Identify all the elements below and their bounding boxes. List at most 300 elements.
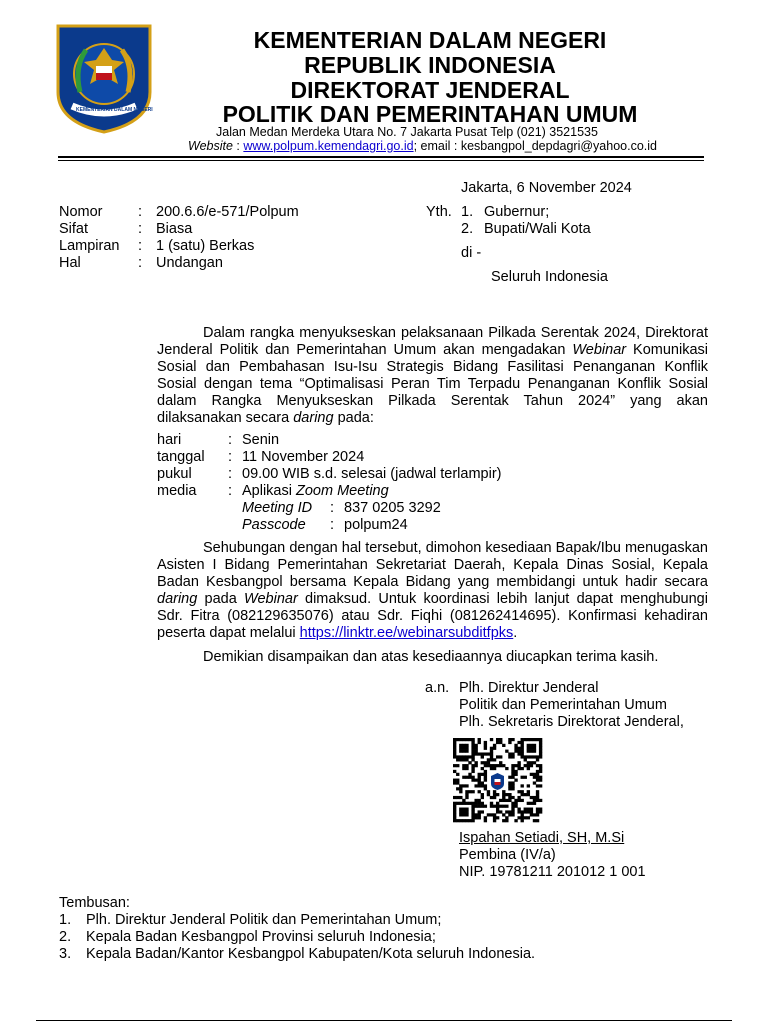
meta-row	[59, 221, 299, 238]
qr-module	[502, 744, 505, 747]
qr-module	[474, 784, 477, 787]
qr-module	[511, 796, 514, 799]
qr-module	[453, 750, 456, 753]
schedule-value: Senin	[242, 432, 280, 448]
qr-module	[533, 796, 536, 799]
meta-row	[59, 255, 299, 272]
qr-module	[539, 799, 542, 802]
qr-module	[478, 813, 481, 816]
qr-module	[527, 793, 530, 796]
qr-module	[462, 750, 465, 753]
signature-qr-code	[453, 738, 542, 822]
logo-text: KEMENTERIAN DALAM NEGERI	[76, 107, 153, 113]
meta-colon: :	[138, 221, 143, 237]
qr-module	[508, 793, 511, 796]
qr-module	[484, 741, 487, 744]
meeting-id-colon: :	[330, 500, 335, 516]
qr-module	[517, 799, 520, 802]
qr-module	[462, 738, 465, 741]
qr-module	[524, 764, 527, 767]
qr-module	[474, 802, 477, 805]
qr-module	[471, 752, 474, 755]
qr-module	[490, 813, 493, 816]
meta-colon: :	[138, 238, 143, 254]
qr-module	[511, 755, 514, 758]
qr-module	[465, 755, 468, 758]
qr-module	[514, 750, 517, 753]
qr-module	[536, 764, 539, 767]
qr-module	[465, 784, 468, 787]
qr-module	[536, 770, 539, 773]
qr-module	[487, 813, 490, 816]
body-paragraph-1	[157, 325, 708, 427]
qr-module	[468, 790, 471, 793]
qr-module	[493, 747, 496, 750]
qr-module	[471, 750, 474, 753]
qr-module	[511, 784, 514, 787]
signature-an: a.n.	[425, 680, 450, 696]
qr-module	[539, 808, 542, 811]
qr-module	[521, 816, 524, 819]
qr-module	[533, 755, 536, 758]
schedule-label: tanggal	[157, 449, 205, 465]
qr-center-emblem	[489, 772, 506, 790]
qr-module	[481, 755, 484, 758]
qr-module	[462, 799, 465, 802]
qr-module	[508, 741, 511, 744]
paragraph-text: Sehubungan dengan hal tersebut, dimohon kesediaan Bapak/Ibu menugaskan Asisten I Bidang Pemerintahan Sekretariat Daerah, Kepala Dinas Sosial, Kepala Badan Kesbangpol bersama Kepala Bidang yang membidangi untuk hadir secara	[157, 540, 708, 590]
qr-module	[505, 793, 508, 796]
qr-module	[465, 758, 468, 761]
qr-module	[514, 773, 517, 776]
qr-module	[490, 805, 493, 808]
qr-module	[530, 802, 533, 805]
qr-module	[517, 790, 520, 793]
qr-module	[465, 819, 468, 822]
qr-module	[521, 813, 524, 816]
qr-module	[474, 805, 477, 808]
meeting-id-value: 837 0205 3292	[344, 500, 441, 516]
qr-module	[456, 787, 459, 790]
qr-module	[459, 802, 462, 805]
qr-module	[487, 764, 490, 767]
qr-module	[481, 773, 484, 776]
qr-module	[465, 750, 468, 753]
qr-module	[478, 773, 481, 776]
qr-module	[465, 802, 468, 805]
qr-module	[505, 819, 508, 822]
qr-module	[511, 770, 514, 773]
qr-module	[517, 810, 520, 813]
qr-module	[478, 802, 481, 805]
qr-module	[478, 738, 481, 741]
qr-module	[462, 819, 465, 822]
meta-colon: :	[138, 255, 143, 271]
meta-label: Sifat	[59, 221, 89, 237]
qr-module	[490, 764, 493, 767]
qr-module	[493, 819, 496, 822]
qr-module	[456, 755, 459, 758]
qr-module	[465, 764, 468, 767]
qr-module	[496, 810, 499, 813]
letterhead-line2: REPUBLIK INDONESIA	[304, 52, 556, 78]
website-sep: :	[232, 139, 244, 153]
qr-module	[478, 816, 481, 819]
paragraph-text: dimaksud. Untuk koordinasi lebih lanjut dapat menghubungi Sdr. Fitra (082129635076) atau Sdr. Fiqhi (081262414695). Konfirmasi kehadiran peserta dapat melalui	[157, 591, 708, 641]
qr-module	[478, 784, 481, 787]
qr-module	[465, 813, 468, 816]
schedule-colon: :	[228, 449, 233, 465]
qr-module	[474, 799, 477, 802]
qr-module	[499, 761, 502, 764]
signature-line1: Plh. Direktur Jenderal	[459, 680, 599, 696]
website-link[interactable]: www.polpum.kemendagri.go.id	[243, 139, 414, 153]
qr-module	[508, 752, 511, 755]
qr-module	[514, 802, 517, 805]
qr-module	[478, 752, 481, 755]
qr-module	[481, 752, 484, 755]
qr-module	[481, 810, 484, 813]
letterhead-address: Jalan Medan Merdeka Utara No. 7 Jakarta Pusat Telp (021) 3521535	[216, 125, 598, 139]
qr-module	[465, 767, 468, 770]
qr-module	[490, 758, 493, 761]
qr-module	[474, 744, 477, 747]
qr-module	[517, 761, 520, 764]
paragraph-italic: daring	[293, 410, 334, 426]
qr-module	[459, 755, 462, 758]
qr-module	[462, 808, 465, 811]
cc-num: 2.	[59, 929, 72, 945]
qr-module	[521, 741, 524, 744]
cc-text: Plh. Direktur Jenderal Politik dan Pemerintahan Umum;	[86, 912, 442, 928]
qr-module	[471, 741, 474, 744]
letterhead-contact	[188, 139, 657, 154]
qr-module	[474, 761, 477, 764]
qr-module	[471, 755, 474, 758]
qr-module	[474, 816, 477, 819]
qr-module	[536, 758, 539, 761]
qr-module	[524, 758, 527, 761]
qr-module	[521, 776, 524, 779]
qr-module	[490, 796, 493, 799]
qr-module	[459, 744, 462, 747]
cc-item	[59, 946, 535, 963]
letterhead-line4: POLITIK DAN PEMERINTAHAN UMUM	[222, 101, 638, 127]
recipient-text: Bupati/Wali Kota	[484, 221, 591, 237]
qr-module	[490, 738, 493, 741]
qr-module	[493, 796, 496, 799]
qr-module	[462, 776, 465, 779]
paragraph-text: Komunikasi Sosial dan Pembahasan Isu-Isu Strategis Bidang Fasilitasi Penanganan Konflik Sosial dengan tema “Optimalisasi Peran Tim Terpadu Penanganan Konflik Sosial dalam Rangka Menyukseskan Pilkada Serentak Tahun 2024” yang akan dilaksanakan secara	[157, 342, 709, 426]
body-paragraph-2	[157, 540, 708, 642]
qr-module	[481, 781, 484, 784]
qr-module	[484, 764, 487, 767]
meta-value: Biasa	[156, 221, 193, 237]
qr-module	[453, 781, 456, 784]
qr-module	[502, 764, 505, 767]
qr-module	[505, 816, 508, 819]
schedule-value: 11 November 2024	[242, 449, 365, 465]
passcode-colon: :	[330, 517, 335, 533]
recipients-location: Seluruh Indonesia	[491, 269, 608, 285]
meta-label: Hal	[59, 255, 81, 271]
qr-module	[511, 776, 514, 779]
qr-module	[514, 819, 517, 822]
qr-module	[508, 799, 511, 802]
qr-module	[536, 738, 539, 741]
qr-module	[459, 813, 462, 816]
cc-list	[59, 912, 535, 963]
qr-module	[521, 810, 524, 813]
qr-module	[453, 755, 456, 758]
qr-module	[539, 752, 542, 755]
qr-module	[496, 793, 499, 796]
qr-module	[527, 744, 530, 747]
qr-module	[493, 793, 496, 796]
qr-module	[508, 776, 511, 779]
qr-module	[481, 761, 484, 764]
qr-module	[508, 755, 511, 758]
qr-module	[527, 755, 530, 758]
qr-module	[481, 796, 484, 799]
qr-module	[517, 764, 520, 767]
letterhead-divider-thin	[58, 160, 704, 161]
qr-module	[514, 770, 517, 773]
qr-module	[524, 776, 527, 779]
qr-module	[499, 755, 502, 758]
qr-module	[514, 779, 517, 782]
qr-module	[539, 770, 542, 773]
qr-module	[490, 752, 493, 755]
qr-module	[539, 779, 542, 782]
qr-module	[499, 764, 502, 767]
qr-module	[487, 752, 490, 755]
qr-module	[527, 761, 530, 764]
meta-value: Undangan	[156, 255, 223, 271]
qr-module	[493, 758, 496, 761]
qr-module	[471, 805, 474, 808]
qr-module	[527, 764, 530, 767]
qr-module	[514, 799, 517, 802]
qr-module	[527, 816, 530, 819]
qr-module	[514, 805, 517, 808]
paragraph-italic: daring	[157, 591, 198, 607]
signatory-nip: NIP. 19781211 201012 1 001	[459, 864, 646, 880]
qr-module	[465, 738, 468, 741]
qr-module	[484, 787, 487, 790]
qr-module	[536, 790, 539, 793]
qr-module	[474, 813, 477, 816]
qr-module	[539, 741, 542, 744]
qr-module	[465, 793, 468, 796]
qr-module	[471, 816, 474, 819]
recipients-di: di -	[461, 245, 482, 261]
qr-module	[462, 802, 465, 805]
qr-module	[453, 813, 456, 816]
qr-module	[536, 755, 539, 758]
qr-module	[511, 808, 514, 811]
qr-module	[521, 747, 524, 750]
recipient-num: 2.	[461, 221, 474, 237]
qr-module	[521, 755, 524, 758]
qr-module	[471, 764, 474, 767]
qr-module	[508, 738, 511, 741]
qr-module	[481, 767, 484, 770]
qr-module	[474, 779, 477, 782]
qr-module	[459, 747, 462, 750]
qr-module	[456, 802, 459, 805]
qr-module	[490, 767, 493, 770]
qr-module	[533, 773, 536, 776]
qr-module	[468, 755, 471, 758]
cc-item	[59, 912, 535, 929]
qr-module	[524, 816, 527, 819]
footer-divider	[36, 1020, 732, 1021]
qr-module	[468, 773, 471, 776]
qr-module	[505, 810, 508, 813]
schedule-block	[157, 432, 502, 534]
qr-module	[527, 747, 530, 750]
qr-module	[453, 764, 456, 767]
qr-module	[521, 819, 524, 822]
qr-module	[511, 781, 514, 784]
qr-module	[462, 784, 465, 787]
qr-module	[493, 767, 496, 770]
recipient-text: Gubernur;	[484, 204, 550, 220]
qr-module	[505, 805, 508, 808]
letterhead-line3: DIREKTORAT JENDERAL	[290, 77, 570, 103]
qr-module	[533, 802, 536, 805]
qr-module	[459, 810, 462, 813]
qr-module	[511, 738, 514, 741]
qr-module	[465, 810, 468, 813]
qr-module	[459, 819, 462, 822]
qr-module	[511, 813, 514, 816]
qr-module	[533, 738, 536, 741]
meta-row	[59, 238, 299, 255]
qr-module	[465, 808, 468, 811]
qr-module	[465, 747, 468, 750]
qr-module	[459, 758, 462, 761]
qr-module	[499, 738, 502, 741]
qr-module	[511, 767, 514, 770]
qr-module	[539, 744, 542, 747]
qr-module	[530, 796, 533, 799]
registration-link[interactable]: https://linktr.ee/webinarsubditfpks	[299, 625, 514, 641]
qr-module	[527, 810, 530, 813]
qr-module	[514, 764, 517, 767]
qr-module	[511, 810, 514, 813]
qr-module	[533, 813, 536, 816]
meta-label: Nomor	[59, 204, 103, 220]
qr-module	[484, 819, 487, 822]
qr-module	[536, 808, 539, 811]
qr-module	[530, 808, 533, 811]
qr-module	[471, 758, 474, 761]
qr-module	[511, 805, 514, 808]
paragraph-text: pada	[197, 591, 245, 607]
qr-module	[453, 779, 456, 782]
qr-module	[524, 755, 527, 758]
qr-module	[465, 744, 468, 747]
signatory-rank: Pembina (IV/a)	[459, 847, 556, 863]
qr-module	[521, 744, 524, 747]
qr-module	[521, 750, 524, 753]
qr-module	[493, 816, 496, 819]
qr-module	[508, 781, 511, 784]
qr-module	[521, 767, 524, 770]
qr-module	[527, 784, 530, 787]
qr-module	[530, 738, 533, 741]
meta-label: Lampiran	[59, 238, 120, 254]
qr-module	[530, 810, 533, 813]
qr-module	[502, 813, 505, 816]
schedule-colon: :	[228, 483, 233, 499]
qr-module	[539, 776, 542, 779]
qr-module	[496, 738, 499, 741]
qr-module	[468, 819, 471, 822]
paragraph-text: pada:	[333, 410, 374, 426]
qr-module	[530, 750, 533, 753]
qr-module	[453, 802, 456, 805]
qr-module	[453, 810, 456, 813]
qr-module	[462, 747, 465, 750]
qr-module	[530, 813, 533, 816]
qr-module	[527, 767, 530, 770]
passcode-label: Passcode	[242, 517, 306, 533]
qr-module	[453, 752, 456, 755]
qr-module	[527, 738, 530, 741]
paragraph-text: .	[513, 625, 518, 641]
qr-module	[474, 750, 477, 753]
qr-module	[456, 773, 459, 776]
qr-module	[471, 819, 474, 822]
passcode-row	[157, 517, 502, 534]
qr-module	[471, 790, 474, 793]
meta-block	[59, 204, 299, 272]
qr-module	[462, 810, 465, 813]
schedule-row	[157, 449, 502, 466]
qr-module	[517, 767, 520, 770]
qr-module	[453, 770, 456, 773]
schedule-row	[157, 466, 502, 483]
qr-module	[517, 747, 520, 750]
schedule-colon: :	[228, 432, 233, 448]
qr-module	[511, 764, 514, 767]
media-app: Zoom Meeting	[296, 483, 389, 499]
qr-module	[484, 784, 487, 787]
cc-num: 3.	[59, 946, 72, 962]
qr-module	[530, 747, 533, 750]
qr-module	[487, 790, 490, 793]
qr-module	[456, 779, 459, 782]
media-prefix: Aplikasi	[242, 483, 296, 499]
qr-module	[527, 750, 530, 753]
meta-colon: :	[138, 204, 143, 220]
qr-module	[465, 776, 468, 779]
qr-module	[521, 738, 524, 741]
qr-module	[468, 802, 471, 805]
qr-module	[508, 810, 511, 813]
qr-module	[533, 799, 536, 802]
qr-module	[453, 738, 456, 741]
qr-module	[456, 758, 459, 761]
qr-module	[453, 741, 456, 744]
qr-module	[493, 790, 496, 793]
qr-module	[496, 816, 499, 819]
qr-module	[474, 752, 477, 755]
qr-module	[539, 810, 542, 813]
